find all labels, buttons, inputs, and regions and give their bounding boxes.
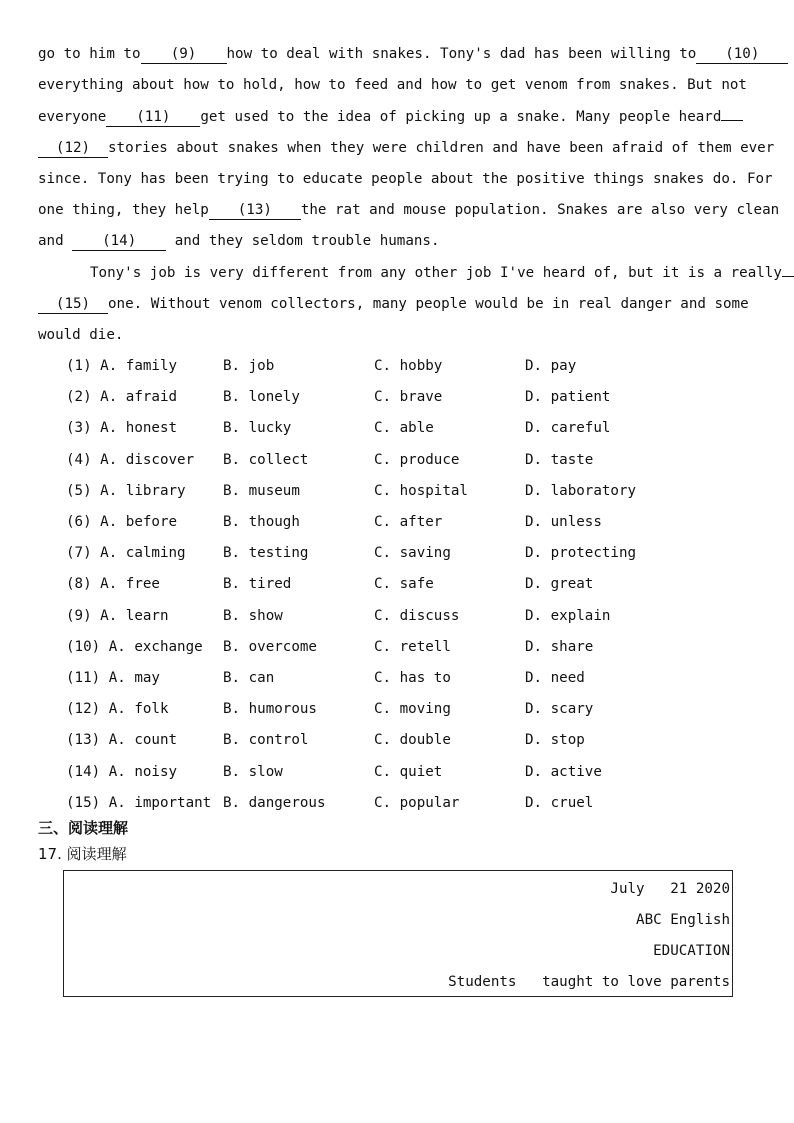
- option-row: [66, 699, 706, 719]
- option-d: D. need: [525, 670, 585, 686]
- option-row: [66, 668, 706, 688]
- option-b: B. humorous: [223, 701, 317, 717]
- passage-text: Tony's job is very different from any other job I've heard of, but it is a really: [90, 265, 782, 281]
- article-header-box: [63, 870, 733, 997]
- option-a: (7) A. calming: [66, 545, 186, 561]
- option-c: C. hospital: [374, 483, 468, 499]
- option-row: [66, 481, 706, 501]
- option-b: B. collect: [223, 452, 309, 468]
- passage-line: since. Tony has been trying to educate people about the positive things snakes do. For: [38, 171, 773, 187]
- option-a: (4) A. discover: [66, 452, 195, 468]
- option-row: [66, 512, 706, 532]
- option-row: [66, 418, 706, 438]
- option-a: (1) A. family: [66, 358, 178, 374]
- option-a: (8) A. free: [66, 576, 160, 592]
- passage-line: [90, 263, 782, 283]
- option-b: B. tired: [223, 576, 292, 592]
- option-d: D. laboratory: [525, 483, 637, 499]
- option-b: B. testing: [223, 545, 309, 561]
- option-b: B. show: [223, 608, 283, 624]
- blank-11: (11): [106, 108, 200, 127]
- passage-text: everyone: [38, 109, 107, 125]
- option-d: D. explain: [525, 608, 611, 624]
- article-source: ABC English: [636, 912, 730, 928]
- passage-line: [38, 107, 756, 127]
- blank-15: (15): [38, 295, 108, 314]
- option-d: D. scary: [525, 701, 594, 717]
- blank-9: (9): [141, 45, 227, 64]
- option-c: C. saving: [374, 545, 451, 561]
- option-row: [66, 730, 706, 750]
- passage-line: [38, 294, 756, 314]
- passage-text: the rat and mouse population. Snakes are also very clean: [300, 202, 780, 218]
- option-b: B. job: [223, 358, 275, 374]
- blank-12-start: [721, 120, 743, 121]
- option-row: [66, 574, 706, 594]
- passage-text: and they seldom trouble humans.: [166, 233, 440, 249]
- option-a: (15) A. important: [66, 795, 212, 811]
- option-row: [66, 356, 706, 376]
- passage-line: [38, 138, 775, 158]
- option-c: C. quiet: [374, 764, 443, 780]
- passage-text: go to him to: [38, 46, 141, 62]
- option-a: (14) A. noisy: [66, 764, 178, 780]
- blank-13: (13): [209, 201, 301, 220]
- option-a: (3) A. honest: [66, 420, 178, 436]
- option-b: B. control: [223, 732, 309, 748]
- option-d: D. cruel: [525, 795, 594, 811]
- option-c: C. popular: [374, 795, 460, 811]
- option-c: C. double: [374, 732, 451, 748]
- passage-line: [38, 44, 760, 64]
- option-row: [66, 387, 706, 407]
- option-row: [66, 762, 706, 782]
- option-a: (6) A. before: [66, 514, 178, 530]
- passage-line: would die.: [38, 327, 124, 343]
- option-d: D. patient: [525, 389, 611, 405]
- question-label: 17. 阅读理解: [38, 845, 127, 863]
- option-b: B. lonely: [223, 389, 300, 405]
- passage-line: everything about how to hold, how to feed and how to get venom from snakes. But not: [38, 77, 747, 93]
- option-d: D. taste: [525, 452, 594, 468]
- option-a: (11) A. may: [66, 670, 160, 686]
- passage-line: [38, 200, 780, 220]
- section-title: 三、阅读理解: [38, 819, 129, 837]
- blank-12: (12): [38, 139, 108, 158]
- blank-14: (14): [72, 232, 166, 251]
- passage-text: get used to the idea of picking up a snake. Many people heard: [200, 109, 722, 125]
- option-b: B. though: [223, 514, 300, 530]
- option-a: (9) A. learn: [66, 608, 169, 624]
- option-d: D. unless: [525, 514, 602, 530]
- option-a: (5) A. library: [66, 483, 186, 499]
- option-b: B. can: [223, 670, 275, 686]
- option-b: B. lucky: [223, 420, 292, 436]
- option-row: [66, 793, 706, 813]
- option-row: [66, 450, 706, 470]
- passage-text: and: [38, 233, 73, 249]
- option-row: [66, 637, 706, 657]
- option-d: D. great: [525, 576, 594, 592]
- passage-text: how to deal with snakes. Tony's dad has been willing to: [226, 46, 697, 62]
- article-date: July 21 2020: [610, 881, 730, 897]
- article-headline: Students taught to love parents: [448, 974, 730, 990]
- option-d: D. stop: [525, 732, 585, 748]
- option-b: B. dangerous: [223, 795, 326, 811]
- blank-15-start: [782, 276, 794, 277]
- option-d: D. share: [525, 639, 594, 655]
- passage-line: [38, 231, 756, 251]
- option-c: C. safe: [374, 576, 434, 592]
- option-c: C. able: [374, 420, 434, 436]
- option-c: C. has to: [374, 670, 451, 686]
- option-d: D. pay: [525, 358, 577, 374]
- option-c: C. hobby: [374, 358, 443, 374]
- option-a: (12) A. folk: [66, 701, 169, 717]
- option-c: C. brave: [374, 389, 443, 405]
- passage-text: one thing, they help: [38, 202, 209, 218]
- option-b: B. museum: [223, 483, 300, 499]
- option-b: B. overcome: [223, 639, 317, 655]
- option-c: C. discuss: [374, 608, 460, 624]
- article-category: EDUCATION: [653, 943, 730, 959]
- option-a: (2) A. afraid: [66, 389, 178, 405]
- option-d: D. careful: [525, 420, 611, 436]
- option-a: (13) A. count: [66, 732, 178, 748]
- option-row: [66, 543, 706, 563]
- option-a: (10) A. exchange: [66, 639, 203, 655]
- blank-10: (10): [696, 45, 788, 64]
- option-c: C. produce: [374, 452, 460, 468]
- option-c: C. after: [374, 514, 443, 530]
- option-c: C. retell: [374, 639, 451, 655]
- option-d: D. active: [525, 764, 602, 780]
- option-c: C. moving: [374, 701, 451, 717]
- option-b: B. slow: [223, 764, 283, 780]
- option-d: D. protecting: [525, 545, 637, 561]
- option-row: [66, 606, 706, 626]
- passage-text: one. Without venom collectors, many people would be in real danger and some: [108, 296, 749, 312]
- passage-text: stories about snakes when they were children and have been afraid of them ever: [108, 140, 775, 156]
